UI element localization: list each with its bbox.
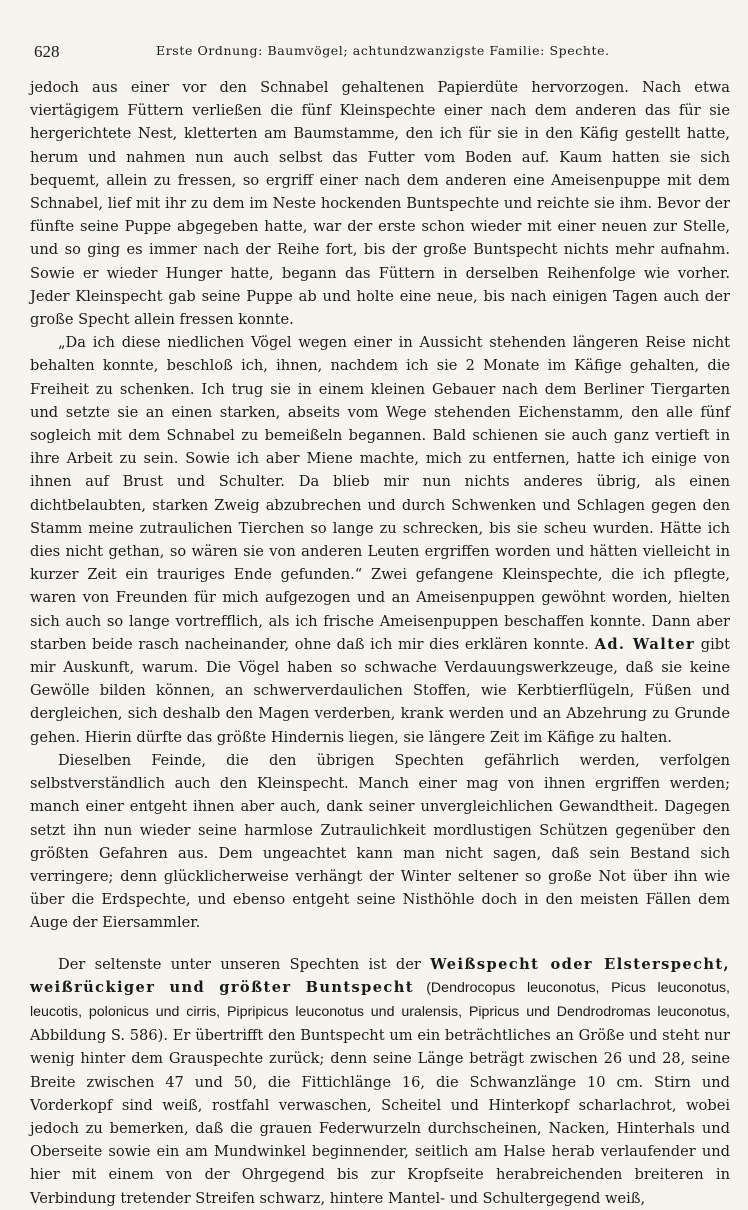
paragraph-release-text: „Da ich diese niedlichen Vögel wegen einer in Aussicht stehenden längeren Reise nicht behalten konnte, beschloß ich, ihnen, nachdem ich sie 2 Monate im Käfige gehalten, die Freiheit zu schenken. Ich trug sie in einem kleinen Gebauer nach dem Berliner Tiergarten und setzte sie an einen starken, abseits vom Wege stehenden Eichenstamm, den alle fünf sogleich mit dem Schnabel zu bemeißeln begannen. Bald schienen sie auch ganz vertieft in ihre Arbeit zu sein. Sowie ich aber Miene machte, mich zu entfernen, hatte ich einige von ihnen auf Brust und Schulter. Da blieb mir nun nichts anderes übrig, als einen dichtbelaubten, starken Zweig abzubrechen und durch Schwenken und Schlagen gegen den Stamm meine zutraulichen Tierchen so lange zu schrecken, bis sie scheu wurden. Hätte ich dies nicht gethan, so wären sie von anderen Leuten ergriffen worden und hätten vielleicht in kurzer Zeit ein trauriges Ende gefunden.“ Zwei gefangene Kleinspechte, die ich pflegte, waren von Freunden für mich aufgezogen und an Ameisenpuppen gewöhnt worden, hielten sich auch so lange vortrefflich, als ich frische Ameisenpuppen beschaffen konnte. Dann aber starben beide rasch nacheinander, ohne daß ich mir dies erklären konnte.: [30, 334, 730, 653]
page-number: 628: [34, 42, 60, 61]
paragraph-enemies: Dieselben Feinde, die den übrigen Spechten gefährlich werden, verfolgen selbstverständlich auch den Kleinspecht. Manch einer mag von ihnen ergriffen werden; manch einer entgeht ihnen aber auch, dank seiner unvergleichlichen Gewandtheit. Dagegen setzt ihn nun wieder seine harmlose Zutraulichkeit mordlustigen Schützen gegenüber den größten Gefahren aus. Dem ungeachtet kann man nicht sagen, daß sein Bestand sich verringere; denn glücklicherweise verhängt der Winter seltener so große Not über ihn wie über die Erdspechte, und ebenso entgeht seine Nisthöhle doch in den meisten Fällen dem Auge der Eiersammler.: [30, 751, 730, 932]
book-page: [30, 36, 730, 1210]
running-head: Erste Ordnung: Baumvögel; achtundzwanzigste Familie: Spechte.: [156, 43, 610, 58]
paragraph-feeding: jedoch aus einer vor den Schnabel gehaltenen Papierdüte hervorzogen. Nach etwa viertägigem Füttern verließen die fünf Kleinspechte einer nach dem anderen das für sie hergerichtete Nest, kletterten am Baumstamme, den ich für sie in den Käfig gestellt hatte, herum und nahmen nun auch selbst das Futter vom Boden auf. Kaum hatten sie sich bequemt, allein zu fressen, so ergriff einer nach dem anderen eine Ameisenpuppe mit dem Schnabel, lief mit ihr zu dem im Neste hockenden Buntspechte und reichte sie ihm. Bevor der fünfte seine Puppe abgegeben hatte, war der erste schon wieder mit einer neuen zur Stelle, und so ging es immer nach der Reihe fort, bis der große Buntspecht nichts mehr aufnahm. Sowie er wieder Hunger hatte, begann das Füttern in derselben Reihenfolge wie vorher. Jeder Kleinspecht gab seine Puppe ab und holte eine neue, bis nach einigen Tagen auch der große Specht allein fressen konnte.: [30, 79, 730, 329]
species-latin-names: (Dendrocopus leuconotus, Picus leuconotus, leucotis, polonicus und cirris, Pipripicus leuconotus und uralensis, Pipricus und Dendrodromas leuconotus,: [30, 979, 731, 1020]
species-intro: Der seltenste unter unseren Spechten ist der: [58, 955, 421, 973]
page-header: [30, 36, 730, 62]
species-name: Weißspecht oder Elsterspecht, weißrückiger und größter Buntspecht: [30, 955, 731, 996]
species-description: Abbildung S. 586). Er übertrifft den Buntspecht um ein beträchtliches an Größe und steht nur wenig hinter dem Grauspechte zurück; denn seine Länge beträgt zwischen 26 und 28, seine Breite zwischen 47 und 50, die Fittichlänge 16, die Schwanzlänge 10 cm. Stirn und Vorderkopf sind weiß, rostfahl verwaschen, Scheitel und Hinterkopf scharlachrot, wobei jedoch zu bemerken, daß die grauen Federwurzeln durchscheinen, Nacken, Hinterhals und Oberseite sowie ein am Mundwinkel beginnender, seitlich am Halse herab verlaufender und hier mit einem von der Ohrgegend bis zur Kropfseite herabreichenden breiteren in Verbindung tretender Streifen schwarz, hintere Mantel- und Schultergegend weiß,: [30, 1027, 730, 1207]
paragraph-white-backed-woodpecker: [30, 953, 730, 1210]
author-name: Ad. Walter: [594, 635, 696, 653]
paragraph-release: [30, 331, 730, 749]
paragraph-release-text-continued: gibt mir Auskunft, warum. Die Vögel haben so schwache Verdauungswerkzeuge, daß sie keine Gewölle bilden können, an schwerverdaulichen Stoffen, wie Kerbtierflügeln, Füßen und dergleichen, sich deshalb den Magen verderben, krank werden und an Abzehrung zu Grunde gehen. Hierin dürfte das größte Hindernis liegen, sie längere Zeit im Käfige zu halten.: [30, 635, 731, 746]
